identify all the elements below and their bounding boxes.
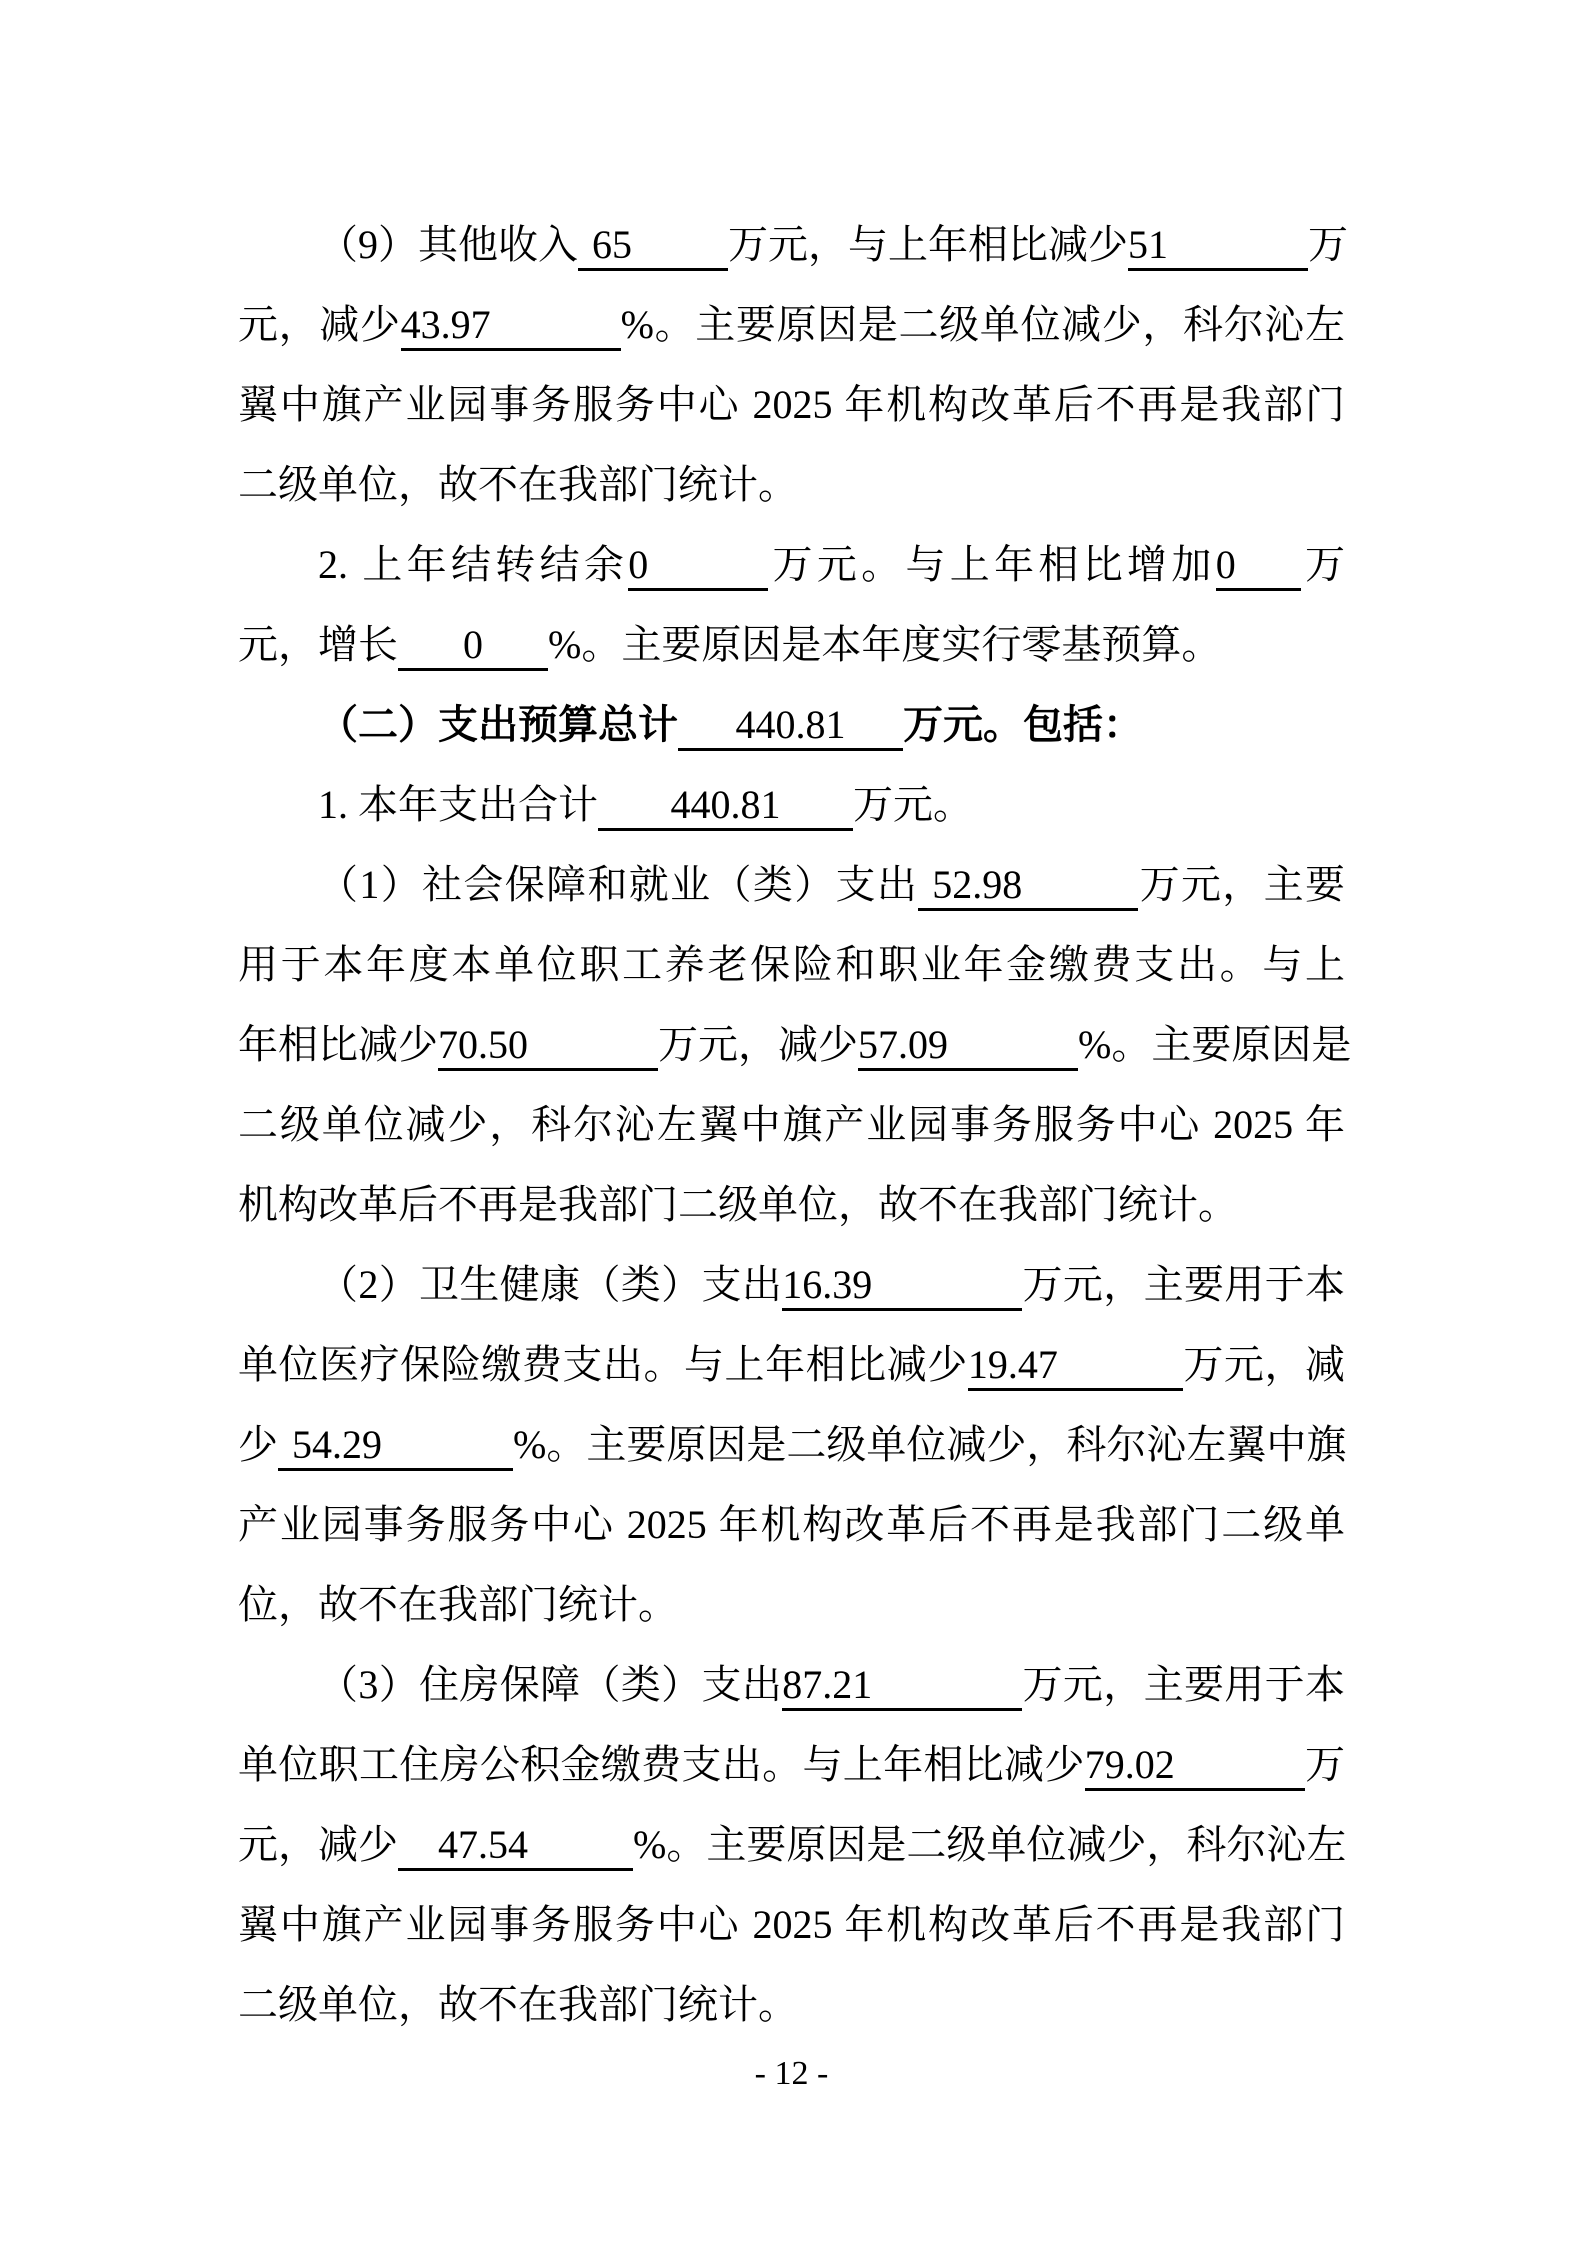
text-run: 元，减少 — [238, 302, 401, 347]
text-run: %。主要原因是本年度实行零基预算。 — [548, 622, 1222, 667]
text-run: 单位医疗保险缴费支出。与上年相比减少 — [238, 1342, 968, 1387]
text-line — [238, 445, 1345, 525]
text-run: %。主要原因是 — [1078, 1022, 1352, 1067]
text-run: 万元。与上年相比增加 — [768, 542, 1216, 587]
text-line — [238, 1405, 1345, 1485]
text-run: 万元，主要用于本 — [1022, 1662, 1346, 1707]
text-run: %。主要原因是二级单位减少，科尔沁左 — [620, 302, 1345, 347]
text-run: 万元，主要用于本 — [1022, 1262, 1346, 1307]
text-line — [238, 1245, 1345, 1325]
text-run: 翼中旗产业园事务服务中心 2025 年机构改革后不再是我部门 — [238, 1902, 1345, 1947]
text-line — [238, 205, 1348, 285]
text-run: （3）住房保障（类）支出 — [318, 1662, 783, 1707]
blank-field: 16.39 — [782, 1263, 1022, 1311]
text-line — [238, 685, 1345, 765]
text-run: 单位职工住房公积金缴费支出。与上年相比减少 — [238, 1742, 1085, 1787]
text-block — [238, 205, 1352, 2045]
text-run: 万元，减少 — [658, 1022, 858, 1067]
blank-field: 43.97 — [401, 303, 621, 351]
text-run: （二）支出预算总计 — [318, 702, 678, 747]
text-run: 万元，减 — [1182, 1342, 1346, 1387]
text-run: 万元。包括： — [903, 702, 1143, 747]
text-run: 元，增长 — [238, 622, 398, 667]
text-run: 2. 上年结转结余 — [318, 542, 629, 587]
text-line — [238, 605, 1345, 685]
text-line — [238, 1325, 1345, 1405]
text-line — [238, 365, 1345, 445]
text-run: 翼中旗产业园事务服务中心 2025 年机构改革后不再是我部门 — [238, 382, 1345, 427]
text-run: 少 — [238, 1422, 278, 1467]
text-line — [238, 1965, 1345, 2045]
text-run: （9）其他收入 — [318, 222, 578, 267]
text-line — [238, 285, 1345, 365]
text-line — [238, 1005, 1352, 1085]
text-run: 用于本年度本单位职工养老保险和职业年金缴费支出。与上 — [238, 942, 1345, 987]
text-run: 机构改革后不再是我部门二级单位，故不在我部门统计。 — [238, 1182, 1238, 1227]
blank-field: 79.02 — [1085, 1743, 1305, 1791]
text-line — [238, 1885, 1345, 1965]
text-run: 万 — [1304, 1742, 1346, 1787]
text-run: 万元。 — [853, 782, 973, 827]
text-run: 位，故不在我部门统计。 — [238, 1582, 678, 1627]
text-run: 元，减少 — [238, 1822, 398, 1867]
text-line — [238, 1805, 1345, 1885]
blank-field: 54.29 — [278, 1423, 513, 1471]
text-run: 二级单位，故不在我部门统计。 — [238, 1982, 798, 2027]
text-run: 万元，主要 — [1138, 862, 1345, 907]
text-run: 万元，与上年相比减少 — [728, 222, 1128, 267]
text-run: 万 — [1300, 542, 1346, 587]
text-line — [238, 765, 1345, 845]
text-line — [238, 525, 1345, 605]
blank-field: 0 — [1216, 543, 1301, 591]
text-run: %。主要原因是二级单位减少，科尔沁左 — [633, 1822, 1347, 1867]
text-run: 二级单位减少，科尔沁左翼中旗产业园事务服务中心 2025 年 — [238, 1102, 1345, 1147]
text-line — [238, 845, 1345, 925]
text-line — [238, 1085, 1345, 1165]
blank-field: 440.81 — [598, 783, 853, 831]
blank-field: 51 — [1128, 223, 1308, 271]
blank-field: 19.47 — [968, 1343, 1183, 1391]
text-run: （2）卫生健康（类）支出 — [318, 1262, 783, 1307]
page-number: - 12 - — [754, 2055, 829, 2092]
blank-field: 440.81 — [678, 703, 903, 751]
blank-field: 0 — [628, 543, 768, 591]
text-line — [238, 925, 1345, 1005]
text-run: %。主要原因是二级单位减少，科尔沁左翼中旗 — [513, 1422, 1347, 1467]
text-run: 1. 本年支出合计 — [318, 782, 598, 827]
text-line — [238, 1565, 1345, 1645]
blank-field: 0 — [398, 623, 548, 671]
blank-field: 57.09 — [858, 1023, 1078, 1071]
text-line — [238, 1725, 1345, 1805]
text-run: 万 — [1308, 222, 1348, 267]
text-line — [238, 1645, 1345, 1725]
text-run: 二级单位，故不在我部门统计。 — [238, 462, 798, 507]
text-line — [238, 1165, 1345, 1245]
blank-field: 87.21 — [782, 1663, 1022, 1711]
text-run: 产业园事务服务中心 2025 年机构改革后不再是我部门二级单 — [238, 1502, 1345, 1547]
blank-field: 65 — [578, 223, 728, 271]
blank-field: 47.54 — [398, 1823, 633, 1871]
text-run: 年相比减少 — [238, 1022, 438, 1067]
text-run: （1）社会保障和就业（类）支出 — [318, 862, 919, 907]
blank-field: 70.50 — [438, 1023, 658, 1071]
text-line — [238, 1485, 1345, 1565]
blank-field: 52.98 — [918, 863, 1138, 911]
